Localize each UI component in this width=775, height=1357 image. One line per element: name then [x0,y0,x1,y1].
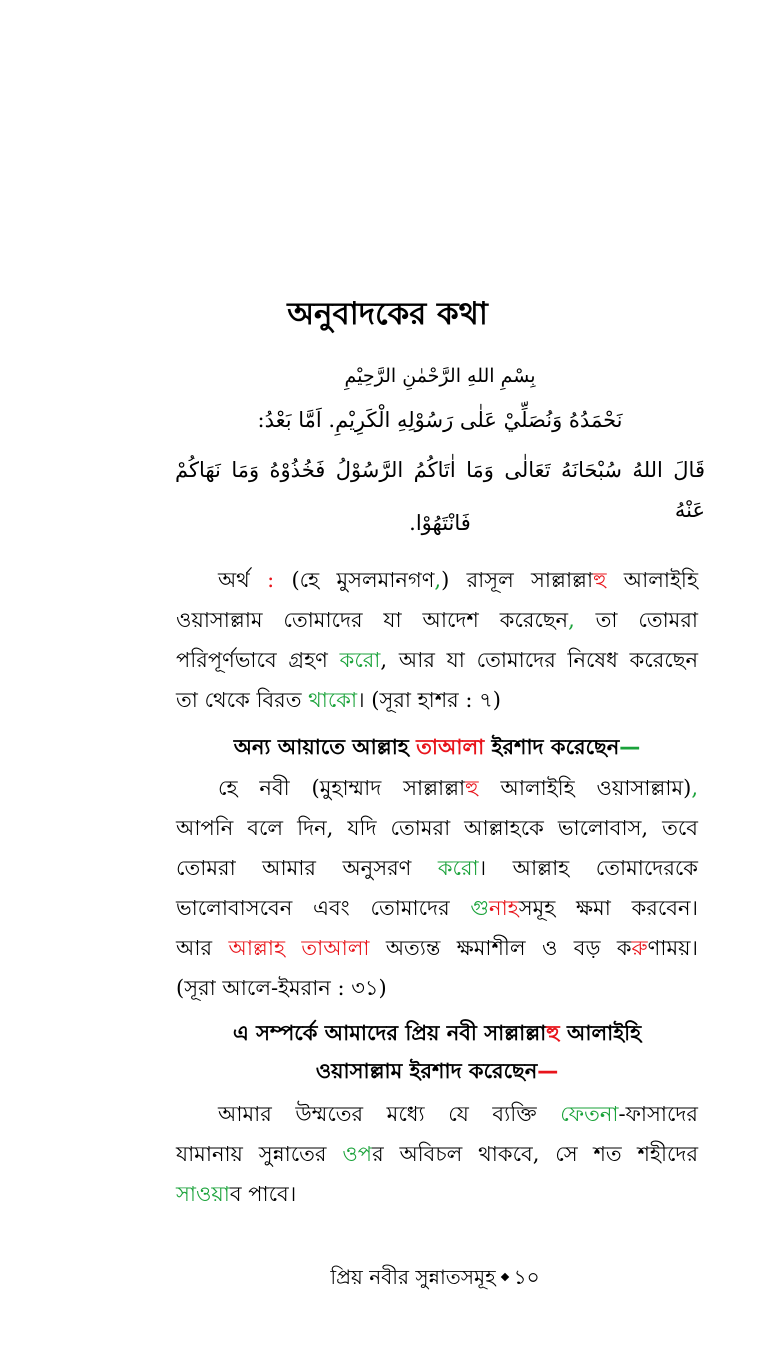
text-span: আর [176,936,229,960]
page-title: অনুবাদকের কথা [287,296,488,332]
text-span: তা থেকে বিরত [176,688,309,712]
dash-mark: — [537,1059,559,1083]
arabic-bismillah: بِسْمِ اللهِ الرَّحْمٰنِ الرَّحِيْمِ [344,365,536,387]
highlight-red: হু [593,568,607,592]
arabic-verse-end: فَانْتَهُوْا. [409,511,471,535]
heading-line [176,1014,698,1052]
hadith-paragraph [176,1094,698,1214]
text-span: ব পাবে। [229,1182,297,1206]
comma-mark: , [691,776,698,800]
comma-mark: , [434,568,442,592]
heading-line [176,1052,698,1090]
text-span: ণাময়। [647,936,698,960]
arabic-hamd-line: نَحْمَدُهُ وَنُصَلِّيْ عَلٰى رَسُوْلِهِ الْكَرِيْمِ. اَمَّا بَعْدُ: [257,408,623,432]
paragraph-line: (সূরা আলে-ইমরান : ৩১) [176,976,387,1000]
paragraph-line [176,928,698,968]
paragraph-line [176,1174,698,1214]
text-span: । আল্লাহ তোমাদেরকে [478,856,699,880]
paragraph-line [176,768,698,808]
highlight-red: আল্লাহ তাআলা [228,936,370,960]
page-number: ১০ [513,1265,540,1289]
text-span: র অবিচল থাকবে, সে শত শহীদের [372,1142,698,1166]
text-span: আলাইহি [606,568,698,592]
text-span: ) রাসূল সাল্লাল্লা [441,568,594,592]
text-span: ওয়াসাল্লাম ইরশাদ করেছেন [315,1059,538,1083]
highlight-red: নাহ [489,896,519,920]
text-span: যামানায় সুন্নাতের [176,1142,343,1166]
paragraph-line [176,680,698,720]
text-span: । (সূরা হাশর : ৭) [357,688,502,712]
text-span: অত্যন্ত ক্ষমাশীল ও বড় ক [369,936,632,960]
highlight-green: করো [339,648,381,672]
paragraph-line: আপনি বলে দিন, যদি তোমরা আল্লাহকে ভালোবাস, তবে [176,816,698,840]
text-span: আলাইহি ওয়াসাল্লাম) [478,776,692,800]
text-span: হে নবী (মুহাম্মাদ সাল্লাল্লা [218,776,466,800]
page-footer [300,1260,570,1294]
colon-mark: : [267,568,292,592]
paragraph-line [176,560,698,600]
paragraph-line [176,848,698,888]
highlight-red: হু [546,1021,560,1045]
text-span: এ সম্পর্কে আমাদের প্রিয় নবী সাল্লাল্লা [232,1021,547,1045]
text-span: (হে মুসলমানগণ [291,568,435,592]
comma-mark: , [568,608,575,632]
highlight-red: হু [465,776,479,800]
text-span: ইরশাদ করেছেন [484,735,620,759]
highlight-green: সাওয়া [176,1182,230,1206]
highlight-red: রু [631,936,648,960]
text-span: আলাইহি [559,1021,642,1045]
diamond-bullet-icon [500,1273,508,1281]
section-heading [176,1014,698,1090]
highlight-green: গু [470,896,490,920]
text-span: তোমরা আমার অনুসরণ [176,856,438,880]
section-heading [176,728,698,766]
highlight-red: তাআলা [416,735,485,759]
meaning-label: অর্থ [218,568,268,592]
paragraph-line [176,888,698,928]
paragraph-line [176,600,698,640]
highlight-green: ফেতনা [560,1102,619,1126]
text-span: অন্য আয়াতে আল্লাহ [233,735,417,759]
translation-paragraph [176,560,698,720]
highlight-green: করো [437,856,479,880]
book-title: প্রিয় নবীর সুন্নাতসমূহ [330,1265,496,1289]
text-span: -ফাসাদের [618,1102,698,1126]
text-span: ভালোবাসবেন এবং তোমাদের [176,896,471,920]
text-span: তা তোমরা [574,608,698,632]
dash-mark: — [619,735,641,759]
paragraph-line [176,1134,698,1174]
highlight-green: থাকো [308,688,358,712]
text-span: পরিপূর্ণভাবে গ্রহণ [176,648,340,672]
arabic-quran-verse: قَالَ اللهُ سُبْحَانَهُ تَعَالٰى وَمَا اٰتَاكُمُ الرَّسُوْلُ فَخُذُوْهُ وَمَا نَهَاكُمْ عَنْهُ [175,458,705,522]
paragraph-line [176,640,698,680]
text-span: সমূহ ক্ষমা করবেন। [518,896,699,920]
highlight-green: ওপ [342,1142,373,1166]
text-span: আমার উম্মতের মধ্যে যে ব্যক্তি [218,1102,561,1126]
paragraph-line [176,1094,698,1134]
verse-paragraph [176,768,698,1008]
text-span: ওয়াসাল্লাম তোমাদের যা আদেশ করেছেন [176,608,569,632]
text-span: , আর যা তোমাদের নিষেধ করেছেন [380,648,698,672]
